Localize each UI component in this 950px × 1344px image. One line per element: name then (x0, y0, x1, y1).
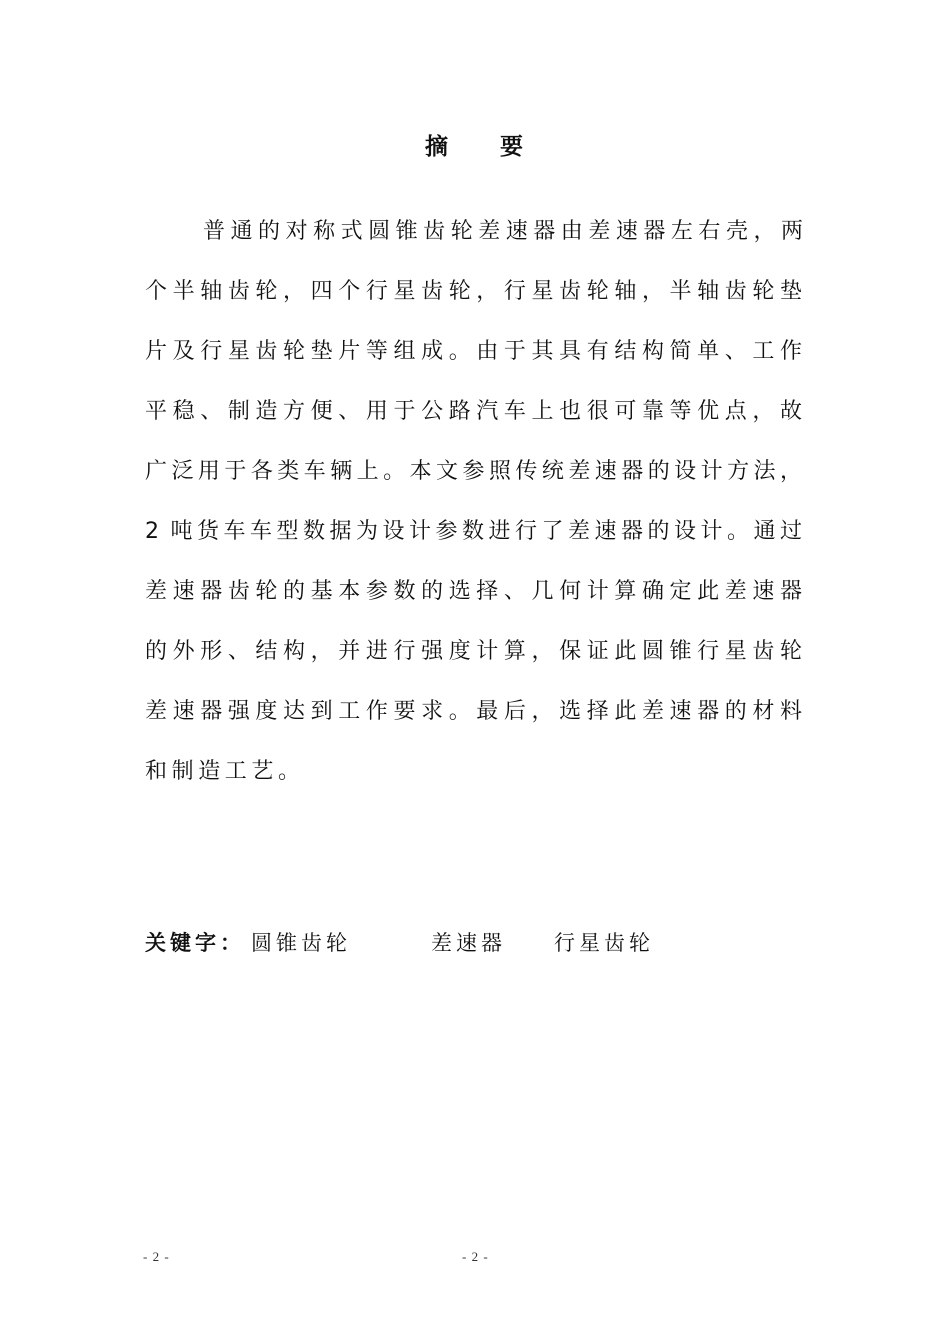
abstract-line: 平稳、制造方便、用于公路汽车上也很可靠等优点，故 (145, 399, 802, 424)
page-number-left: - 2 - (143, 1249, 170, 1264)
abstract-heading: 摘 要 (425, 134, 525, 160)
keyword: 差速器 (431, 931, 506, 955)
abstract-line: 个半轴齿轮，四个行星齿轮，行星齿轮轴，半轴齿轮垫 (145, 279, 802, 304)
abstract-line: 片及行星齿轮垫片等组成。由于其具有结构简单、工作 (145, 339, 802, 364)
keywords-line (145, 928, 654, 958)
abstract-line: 和制造工艺。 (145, 759, 305, 784)
abstract-line: 普通的对称式圆锥齿轮差速器由差速器左右壳，两 (203, 219, 803, 244)
abstract-line: 的外形、结构，并进行强度计算，保证此圆锥行星齿轮 (145, 639, 802, 664)
abstract-line: 广泛用于各类车辆上。本文参照传统差速器的设计方法， (145, 459, 802, 484)
abstract-line: 差速器齿轮的基本参数的选择、几何计算确定此差速器 (145, 579, 802, 604)
abstract-line: 差速器强度达到工作要求。最后，选择此差速器的材料 (145, 699, 802, 724)
keywords-label: 关键字： (145, 931, 245, 955)
abstract-line: 2 吨货车车型数据为设计参数进行了差速器的设计。通过 (145, 519, 802, 544)
keyword: 行星齿轮 (554, 931, 654, 955)
page-number-center: - 2 - (462, 1249, 489, 1264)
keyword: 圆锥齿轮 (251, 931, 351, 955)
